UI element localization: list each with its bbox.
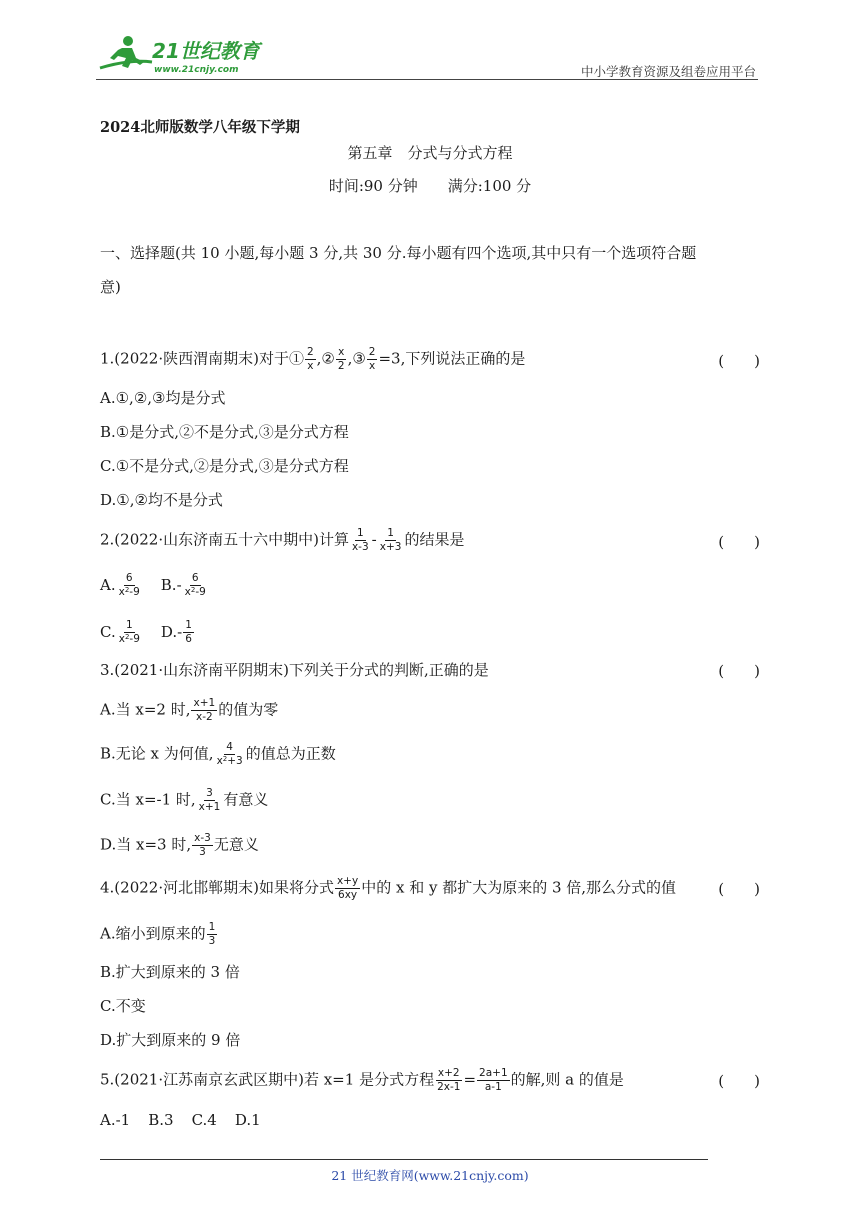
question-2-option-a[interactable]: A. $\frac{6}{x^2-9}$ xyxy=(100,572,140,598)
question-5-option-c[interactable]: C.4 xyxy=(191,1111,217,1129)
footer-link[interactable]: 21 世纪教育网(www.21cnjy.com) xyxy=(331,1168,529,1183)
question-2-option-b[interactable]: B.- $\frac{6}{x^2-9}$ xyxy=(160,572,206,598)
question-3-stem: 3.(2021·山东济南平阴期末)下列关于分式的判断,正确的是 xyxy=(100,661,489,679)
fraction: $\frac{2}{x}$ xyxy=(368,346,376,372)
question-4-stem: 4.(2022·河北邯郸期末)如果将分式 $\frac{x+y}{6xy}$ 中的 x 和 y 都扩大为原来的 3 倍,那么分式的值 xyxy=(100,875,677,901)
svg-text:21世纪教育: 21世纪教育 xyxy=(152,39,260,63)
question-5-options xyxy=(100,1110,261,1130)
platform-tagline: 中小学教育资源及组卷应用平台 xyxy=(580,64,756,79)
question-2-option-c[interactable]: C. $\frac{1}{x^2-9}$ xyxy=(100,619,140,645)
question-5-option-d[interactable]: D.1 xyxy=(234,1111,261,1129)
header-divider xyxy=(96,79,758,80)
question-5-option-b[interactable]: B.3 xyxy=(148,1111,174,1129)
answer-blank-1[interactable]: ( ) xyxy=(718,352,760,370)
fraction: $\frac{x+y}{6xy}$ xyxy=(336,875,359,901)
site-logo xyxy=(92,32,272,78)
question-4-option-a[interactable]: A.缩小到原来的 $\frac{1}{3}$ xyxy=(100,921,216,947)
question-4-option-d[interactable]: D.扩大到原来的 9 倍 xyxy=(100,1031,241,1049)
fraction: $\frac{2a+1}{a-1}$ xyxy=(479,1067,508,1093)
question-3-option-c[interactable]: C.当 x=-1 时, $\frac{3}{x+1}$ 有意义 xyxy=(100,787,269,813)
fraction: $\frac{2}{x}$ xyxy=(306,346,314,372)
question-1-option-a[interactable]: A.①,②,③均是分式 xyxy=(100,389,226,407)
svg-text:www.21cnjy.com: www.21cnjy.com xyxy=(154,65,239,75)
question-2-options-ab xyxy=(100,573,209,598)
fraction: $\frac{1}{x+3}$ xyxy=(379,527,402,553)
question-3-option-b[interactable]: B.无论 x 为何值, $\frac{4}{x^2+3}$ 的值总为正数 xyxy=(100,741,336,767)
fraction: $\frac{x}{2}$ xyxy=(337,346,345,372)
question-1-option-c[interactable]: C.①不是分式,②是分式,③是分式方程 xyxy=(100,457,349,475)
answer-blank-5[interactable]: ( ) xyxy=(718,1072,760,1090)
fraction: $\frac{1}{x-3}$ xyxy=(351,527,369,553)
section-heading: 一、选择题(共 10 小题,每小题 3 分,共 30 分.每小题有四个选项,其中只有一个选项符合题 xyxy=(100,244,697,262)
exam-time-score: 时间:90 分钟 满分:100 分 xyxy=(328,177,532,195)
question-2-option-d[interactable]: D.- $\frac{1}{6}$ xyxy=(160,619,192,645)
question-1-option-d[interactable]: D.①,②均不是分式 xyxy=(100,491,223,509)
answer-blank-3[interactable]: ( ) xyxy=(718,662,760,680)
answer-blank-4[interactable]: ( ) xyxy=(718,880,760,898)
question-3-option-a[interactable]: A.当 x=2 时, $\frac{x+1}{x-2}$ 的值为零 xyxy=(100,697,279,723)
document-title: 2024北师版数学八年级下学期 xyxy=(100,119,300,136)
fraction: $\frac{x+2}{2x-1}$ xyxy=(437,1067,461,1093)
question-1-option-b[interactable]: B.①是分式,②不是分式,③是分式方程 xyxy=(100,423,349,441)
question-5-option-a[interactable]: A.-1 xyxy=(100,1111,131,1129)
question-2-stem: 2.(2022·山东济南五十六中期中)计算 $\frac{1}{x-3}$ - $\frac{1}{x+3}$ 的结果是 xyxy=(100,527,465,553)
answer-blank-2[interactable]: ( ) xyxy=(718,533,760,551)
question-2-options-cd xyxy=(100,620,195,645)
question-5-stem: 5.(2021·江苏南京玄武区期中)若 x=1 是分式方程 $\frac{x+2}{2x-1}$ = $\frac{2a+1}{a-1}$ 的解,则 a 的值是 xyxy=(100,1067,624,1093)
footer-divider xyxy=(100,1159,708,1160)
chapter-title: 第五章 分式与分式方程 xyxy=(347,144,513,162)
question-1-stem: 1.(2022·陕西渭南期末)对于① $\frac{2}{x}$ ,② $\frac{x}{2}$ ,③ $\frac{2}{x}$ =3,下列说法正确的是 xyxy=(100,346,526,372)
section-heading-cont: 意) xyxy=(100,278,121,296)
question-4-option-b[interactable]: B.扩大到原来的 3 倍 xyxy=(100,963,240,981)
question-4-option-c[interactable]: C.不变 xyxy=(100,997,146,1015)
question-3-option-d[interactable]: D.当 x=3 时, $\frac{x-3}{3}$ 无意义 xyxy=(100,832,259,858)
